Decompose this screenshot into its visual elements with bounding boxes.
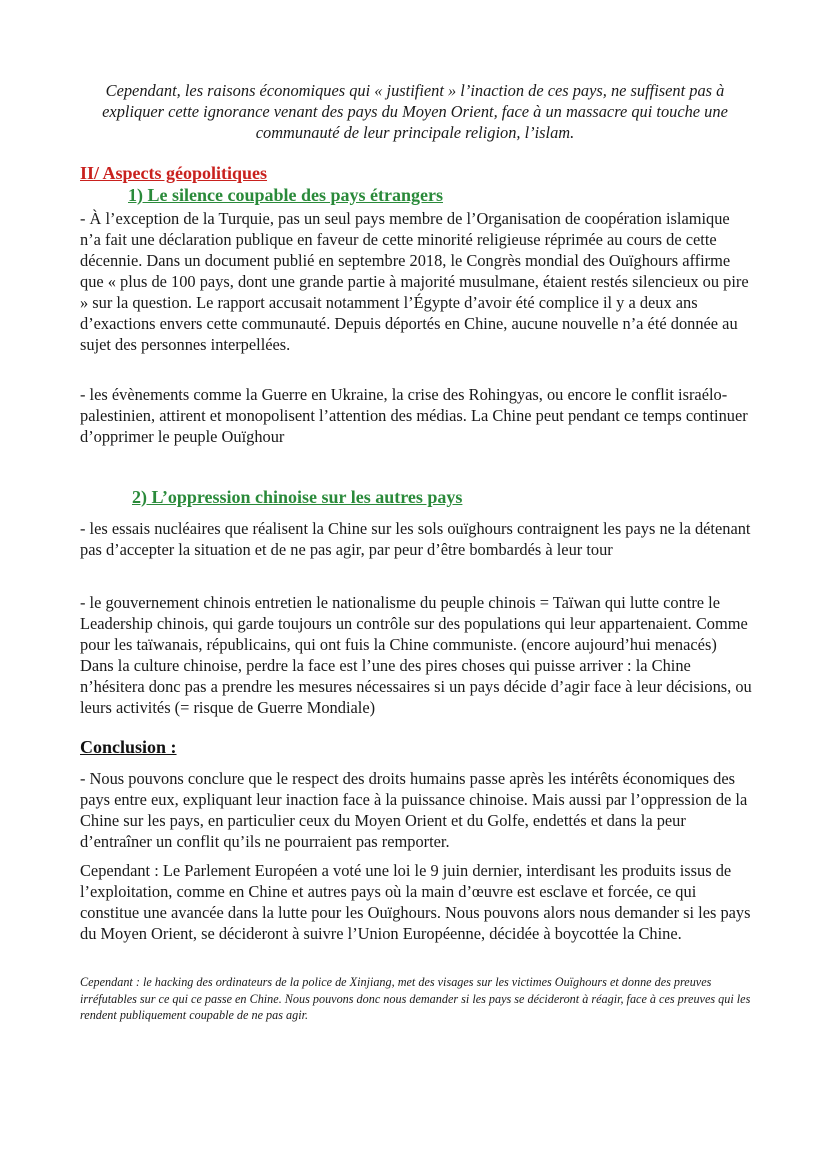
subsection-heading-oppression: 2) L’oppression chinoise sur les autres pays xyxy=(132,487,463,507)
conclusion-heading: Conclusion : xyxy=(80,737,177,757)
intro-paragraph: Cependant, les raisons économiques qui « justifient » l’inaction de ces pays, ne suffisent pas à expliquer cette ignorance venant des pays du Moyen Orient, face à un massacre qui touche une communauté de leur principale religion, l’islam. xyxy=(102,81,728,142)
section-heading-geopolitics: II/ Aspects géopolitiques xyxy=(80,163,268,183)
paragraph-conclusion: - Nous pouvons conclure que le respect des droits humains passe après les intérêts économiques des pays entre eux, expliquant leur inaction face à la puissance chinoise. Mais aussi par l’oppression de la Chine sur les pays, en particulier ceux du Moyen Orient et du Golfe, endettés et dans la peur d’entraîner un conflit qu’ils ne pourraient pas remporter. xyxy=(80,769,748,851)
paragraph-media-attention: - les évènements comme la Guerre en Ukraine, la crise des Rohingyas, ou encore le conflit israélo-palestinien, attirent et monopolisent l’attention des médias. La Chine peut pendant ce temps continuer d’opprimer le peuple Ouïghour xyxy=(80,385,748,446)
subsection-heading-silence: 1) Le silence coupable des pays étrangers xyxy=(128,185,443,205)
paragraph-nationalism: - le gouvernement chinois entretien le nationalisme du peuple chinois = Taïwan qui lutte contre le Leadership chinois, qui garde toujours un contrôle sur des populations qui leur appartenaient. Comme pour les taïwanais, républicains, qui ont fuis la Chine communiste. (encore aujourd’hui menacés) Dans la culture chinoise, perdre la face est l’une des pires choses qui puisse arriver : la Chine n’hésitera donc pas a prendre les mesures nécessaires si un pays décide d’agir face à leur décisions, ou leurs activités (= risque de Guerre Mondiale) xyxy=(80,593,752,717)
paragraph-european-parliament: Cependant : Le Parlement Européen a voté une loi le 9 juin dernier, interdisant les produits issus de l’exploitation, comme en Chine et autres pays où la main d’œuvre est esclave et forcée, ce qui constitue une avancée dans la lutte pour les Ouïghours. Nous pouvons alors nous demander si les pays du Moyen Orient, se décideront à suivre l’Union Européenne, décidée à boycottée la Chine. xyxy=(80,861,751,943)
paragraph-nuclear-tests: - les essais nucléaires que réalisent la Chine sur les sols ouïghours contraignent les pays ne la détenant pas d’accepter la situation et de ne pas agir, par peur d’être bombardés à leur tour xyxy=(80,519,751,559)
italic-note: Cependant : le hacking des ordinateurs de la police de Xinjiang, met des visages sur les victimes Ouïghours et donne des preuves irréfutables sur ce qui ce passe en Chine. Nous pouvons donc nous demander si les pays se décideront à réagir, face à ces preuves qui les rendent publiquement coupable de ne pas agir. xyxy=(80,975,751,1022)
paragraph-oci-silence: - À l’exception de la Turquie, pas un seul pays membre de l’Organisation de coopération islamique n’a fait une déclaration publique en faveur de cette minorité religieuse réprimée au cours de cette décennie. Dans un document publié en septembre 2018, le Congrès mondial des Ouïghours affirme que « plus de 100 pays, dont une grande partie à majorité musulmane, étaient restés silencieux ou pire » sur la question. Le rapport accusait notamment l’Égypte d’avoir été complice il y a deux ans d’exactions envers cette communauté. Depuis déportés en Chine, aucune nouvelle n’a été donnée au sujet des personnes interpellées. xyxy=(80,209,749,354)
